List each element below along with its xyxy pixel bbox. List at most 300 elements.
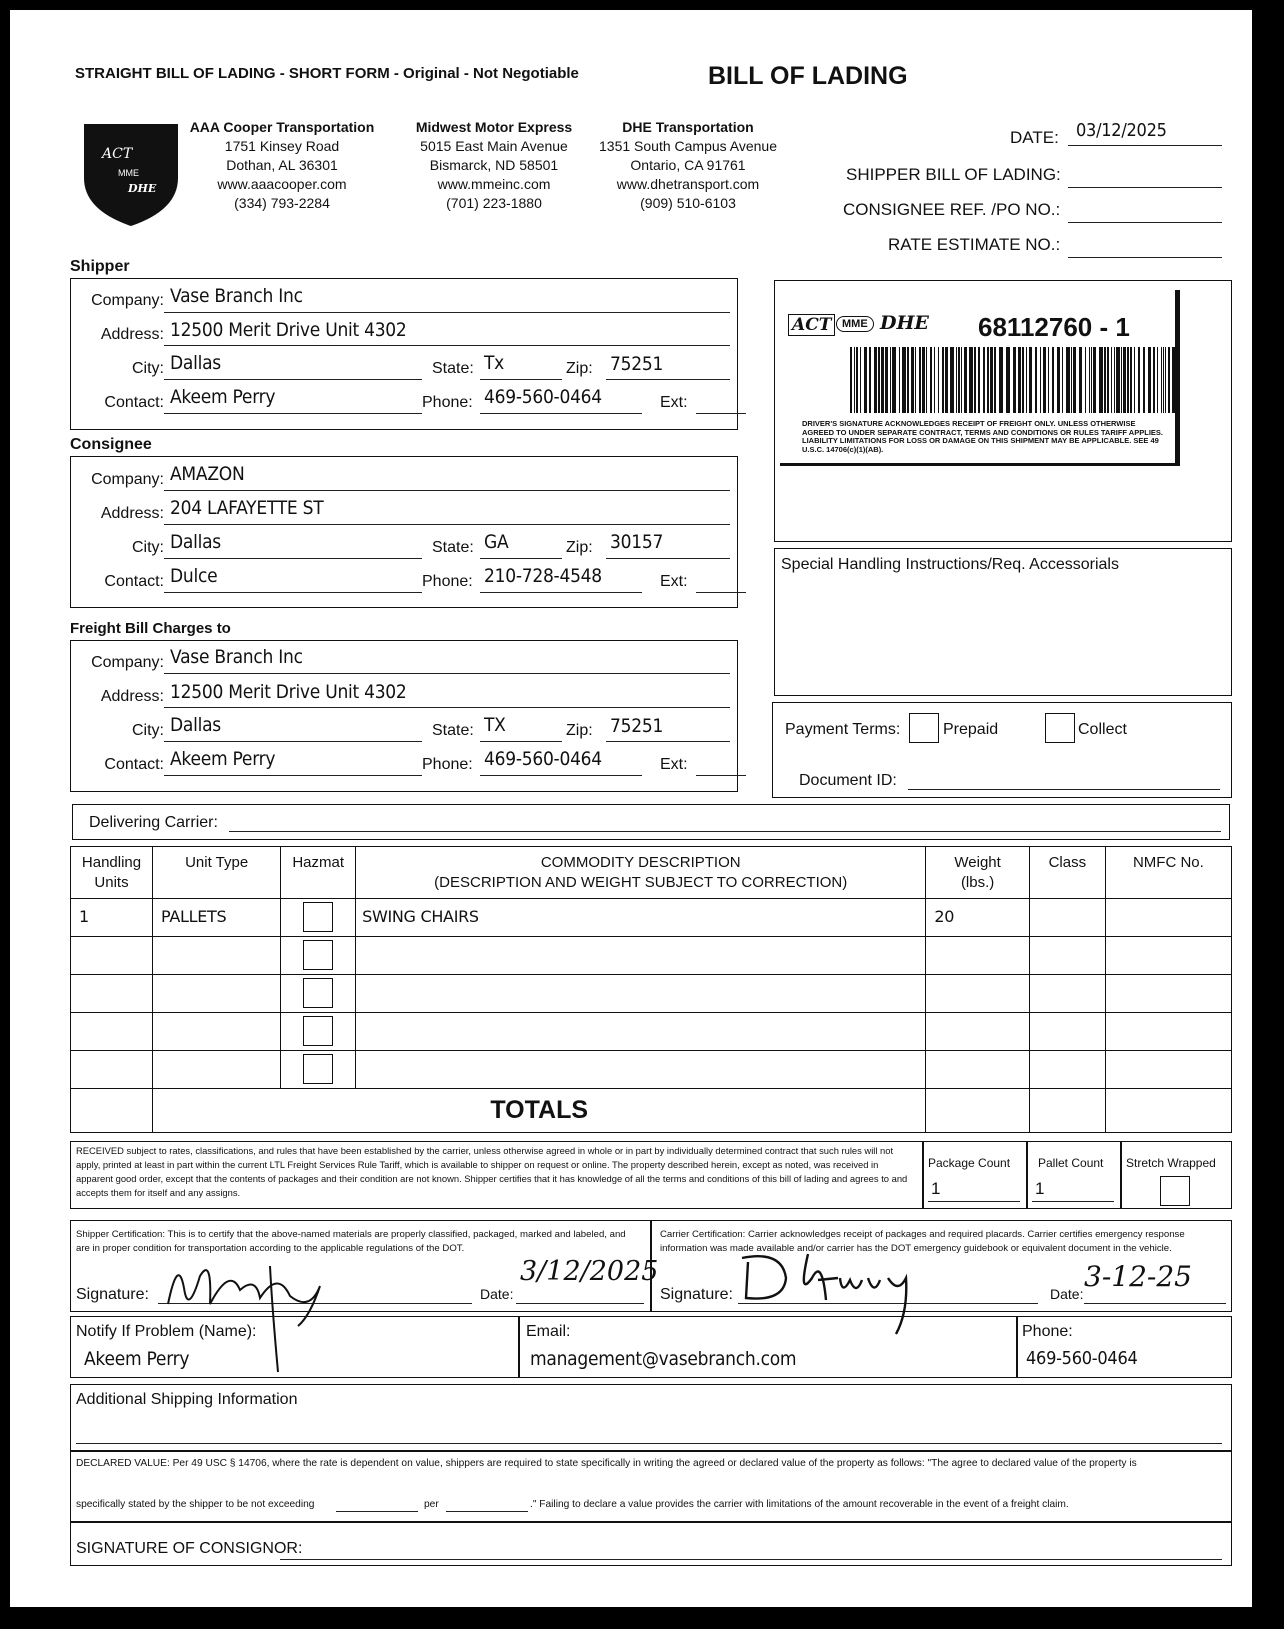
shipper-address-field[interactable] [164, 318, 730, 346]
hazmat-checkbox[interactable] [303, 940, 333, 970]
barcode-bar [926, 347, 927, 413]
notify-phone-label: Phone: [1022, 1323, 1073, 1340]
nmfc-cell[interactable] [1105, 899, 1231, 937]
package-count-field[interactable] [928, 1176, 1020, 1202]
unit-type-value: PALLETS [161, 907, 227, 926]
totals-label: TOTALS [153, 1089, 926, 1133]
barcode-bar [1089, 347, 1090, 413]
consignee-state-field[interactable] [480, 531, 562, 559]
weight-cell[interactable] [926, 1051, 1030, 1089]
barcode-bar [1157, 347, 1158, 413]
barcode-bar [1073, 347, 1076, 413]
table-row [71, 1051, 1232, 1089]
weight-cell[interactable] [926, 937, 1030, 975]
barcode-bar [990, 347, 993, 413]
consignee-zip: 30157 [610, 531, 664, 553]
hazmat-checkbox[interactable] [303, 1054, 333, 1084]
package-count: 1 [931, 1179, 941, 1198]
barcode-bar [1163, 347, 1164, 413]
dhe-logo: DHE [880, 312, 929, 334]
carrier-city: Dothan, AL 36301 [226, 157, 338, 173]
consignee-contact: Dulce [170, 565, 218, 587]
notify-email[interactable]: management@vasebranch.com [530, 1348, 797, 1370]
shipper-ext-field[interactable] [696, 400, 746, 414]
barcode-bar [1148, 347, 1151, 413]
barcode-bar [1104, 347, 1106, 413]
carrier-name: Midwest Motor Express [415, 119, 573, 135]
address-label: Address: [100, 688, 164, 705]
freight-address-field[interactable] [164, 680, 730, 708]
barcode-bar [1107, 347, 1109, 413]
barcode-bar [922, 347, 925, 413]
notify-email-label: Email: [526, 1323, 571, 1340]
carrier-mme [382, 118, 606, 213]
freight-phone: 469-560-0464 [484, 748, 602, 770]
barcode-bar [1043, 347, 1046, 413]
class-cell[interactable] [1029, 975, 1105, 1013]
description-cell[interactable] [356, 937, 926, 975]
freight-state: TX [484, 714, 506, 736]
carrier-date: 3-12-25 [1084, 1260, 1192, 1293]
carrier-certification: Carrier Certification: Carrier acknowledges receipt of packages and required placards. Carrier certifies emergency response information was made available and/or carrier has the DOT emergency guidebook or equivalent document in the vehicle. [660, 1229, 1185, 1254]
barcode-bar [915, 347, 916, 413]
barcode-bar [1091, 347, 1092, 413]
barcode-bar [1099, 347, 1103, 413]
nmfc-cell[interactable] [1105, 1013, 1231, 1051]
pallet-count: 1 [1035, 1179, 1045, 1198]
barcode-icon [850, 347, 1180, 413]
shipper-zip: 75251 [610, 353, 664, 375]
stretch-wrapped-checkbox[interactable] [1160, 1176, 1190, 1206]
barcode-bar [1018, 347, 1021, 413]
barcode-bar [864, 347, 867, 413]
units-cell[interactable] [71, 899, 153, 937]
shipper-zip-field[interactable] [606, 352, 730, 380]
freight-ext-field[interactable] [696, 762, 746, 776]
shipper-city-field[interactable] [164, 352, 422, 380]
barcode-bar [1079, 347, 1082, 413]
barcode-bar [934, 347, 935, 413]
barcode-bar [994, 347, 996, 413]
carrier-web: www.aaacooper.com [217, 176, 347, 192]
barcode-bar [899, 347, 900, 413]
description-cell[interactable] [356, 899, 926, 937]
carrier-street: 1751 Kinsey Road [224, 138, 340, 154]
unit-type-cell[interactable] [153, 899, 281, 937]
divider [1026, 1141, 1028, 1209]
consignee-ext-field[interactable] [696, 579, 746, 593]
act-logo: ACT [788, 314, 835, 336]
barcode-bar [999, 347, 1003, 413]
barcode-bar [881, 347, 884, 413]
weight-header [926, 847, 1030, 899]
address-label: Address: [100, 505, 164, 522]
freight-zip: 75251 [610, 715, 664, 737]
shipper-company-field[interactable] [164, 285, 730, 313]
svg-text:DHE: DHE [128, 182, 157, 195]
prepaid-checkbox[interactable] [909, 713, 939, 743]
barcode-bar [1093, 347, 1096, 413]
consignor-signature-field[interactable] [280, 1548, 1222, 1560]
declared-value-text-2b: per [424, 1499, 439, 1510]
barcode-bar [1143, 347, 1145, 413]
description-value: SWING CHAIRS [362, 907, 479, 926]
barcode-bar [1029, 347, 1032, 413]
consignee-company-field[interactable] [164, 463, 730, 491]
barcode-bar [860, 347, 861, 413]
shield-logo-icon [80, 118, 182, 228]
carrier-aaa [170, 118, 394, 213]
freight-bill-heading: Freight Bill Charges to [70, 620, 231, 637]
shipper-phone-field[interactable] [480, 386, 642, 414]
carrier-city: Bismarck, ND 58501 [429, 157, 559, 173]
barcode-bar [1052, 347, 1054, 413]
barcode-bar [930, 347, 932, 413]
table-row [71, 975, 1232, 1013]
units-total-cell[interactable] [71, 1089, 153, 1133]
consignee-phone: 210-728-4548 [484, 565, 602, 587]
barcode-bar [956, 347, 957, 413]
barcode-bar [854, 347, 855, 413]
state-label: State: [432, 722, 474, 739]
description-cell[interactable] [356, 1051, 926, 1089]
barcode-bar [907, 347, 909, 413]
city-label: City: [132, 722, 164, 739]
class-total-cell[interactable] [1029, 1089, 1105, 1133]
declared-value-text-2c: ." Failing to declare a value provides the carrier with limitations of the amount recoverable in the event of a freight claim. [530, 1499, 1069, 1510]
declared-value-text-2a: specifically stated by the shipper to be not exceeding [76, 1499, 315, 1510]
date-label: DATE: [1010, 128, 1059, 147]
unit-type-header: Unit Type [153, 847, 281, 899]
barcode-bar [987, 347, 989, 413]
consignee-phone-field[interactable] [480, 565, 642, 593]
shipper-certification: Shipper Certification: This is to certify that the above-named materials are properly classified, packaged, marked and labeled, and are in proper condition for transportation according to the applicable regulations of the DOT. [76, 1229, 626, 1254]
unit-type-cell[interactable] [153, 975, 281, 1013]
barcode-bar [978, 347, 980, 413]
shipper-contact-field[interactable] [164, 386, 422, 414]
shipper-signature-label: Signature: [76, 1286, 149, 1303]
barcode-bar [950, 347, 954, 413]
collect-checkbox[interactable] [1045, 713, 1075, 743]
weight-value: 20 [934, 907, 955, 926]
barcode-bar [1035, 347, 1037, 413]
carrier-street: 1351 South Campus Avenue [599, 138, 777, 154]
barcode-bar [1123, 347, 1126, 413]
barcode-bar [892, 347, 896, 413]
shipper-bol-label: SHIPPER BILL OF LADING: [846, 165, 1061, 184]
hazmat-checkbox[interactable] [303, 1016, 333, 1046]
table-row [71, 899, 1232, 937]
ext-label: Ext: [660, 573, 688, 590]
weight-header-line1: Weight [954, 854, 1001, 871]
ext-label: Ext: [660, 756, 688, 773]
barcode-bar [1026, 347, 1027, 413]
unit-type-cell[interactable] [153, 937, 281, 975]
barcode-bar [850, 347, 852, 413]
barcode-bar [1116, 347, 1120, 413]
barcode-bar [1022, 347, 1024, 413]
freight-city-field[interactable] [164, 714, 422, 742]
carrier-web: www.mmeinc.com [437, 176, 551, 192]
hazmat-header: Hazmat [281, 847, 356, 899]
barcode-bar [1138, 347, 1140, 413]
nmfc-header: NMFC No. [1105, 847, 1231, 899]
commodity-table [70, 846, 1232, 1133]
weight-cell[interactable] [926, 899, 1030, 937]
description-header-line2: (DESCRIPTION AND WEIGHT SUBJECT TO CORRECTION) [434, 874, 848, 891]
date-value: 03/12/2025 [1076, 120, 1167, 141]
units-cell[interactable] [71, 1051, 153, 1089]
hazmat-cell [281, 975, 356, 1013]
weight-total-cell[interactable] [926, 1089, 1030, 1133]
units-cell[interactable] [71, 975, 153, 1013]
form-type: STRAIGHT BILL OF LADING - SHORT FORM - Original - Not Negotiable [75, 65, 579, 82]
consignee-address-field[interactable] [164, 497, 730, 525]
description-cell[interactable] [356, 1013, 926, 1051]
prepaid-label: Prepaid [943, 721, 999, 738]
units-value: 1 [79, 907, 89, 926]
freight-city: Dallas [170, 714, 221, 736]
date-field[interactable] [1068, 120, 1222, 146]
class-header: Class [1029, 847, 1105, 899]
shipper-heading: Shipper [70, 258, 130, 275]
freight-company: Vase Branch Inc [170, 646, 303, 668]
city-label: City: [132, 539, 164, 556]
shipper-city: Dallas [170, 352, 221, 374]
pallet-count-label: Pallet Count [1038, 1156, 1104, 1170]
nmfc-total-cell[interactable] [1105, 1089, 1231, 1133]
company-label: Company: [91, 654, 164, 671]
hazmat-cell [281, 937, 356, 975]
barcode-bar [969, 347, 973, 413]
additional-info-field[interactable] [76, 1430, 1222, 1444]
nmfc-cell[interactable] [1105, 937, 1231, 975]
barcode-bar [885, 347, 888, 413]
class-cell[interactable] [1029, 899, 1105, 937]
driver-disclaimer: DRIVER'S SIGNATURE ACKNOWLEDGES RECEIPT OF FREIGHT ONLY. UNLESS OTHERWISE AGREED TO UNDER SEPARATE CONTRACT, TERMS AND CONDITIONS OR RULES TARIFF APPLIES. LIABILITY LIMITATIONS FOR LOSS OR DAMAGE ON THIS SHIPMENT MAY BE APPLICABLE. SEE 49 U.S.C. 14706(c)(1)(AB). [802, 419, 1163, 454]
barcode-bar [958, 347, 960, 413]
barcode-bar [961, 347, 962, 413]
consignee-zip-field[interactable] [606, 531, 730, 559]
barcode-bar [1085, 347, 1086, 413]
declared-value-per-field[interactable] [446, 1500, 528, 1512]
shipper-phone: 469-560-0464 [484, 386, 602, 408]
shipper-state: Tx [484, 352, 505, 374]
barcode-bar [1172, 347, 1175, 413]
barcode-bar [919, 347, 921, 413]
barcode-bar [1062, 347, 1063, 413]
barcode-bar [1066, 347, 1070, 413]
consignee-city: Dallas [170, 531, 221, 553]
barcode-bar [1006, 347, 1010, 413]
barcode-bar [902, 347, 906, 413]
barcode-bar [869, 347, 871, 413]
mme-logo: MME [836, 316, 874, 332]
shipper-date-label: Date: [480, 1286, 514, 1302]
package-count-label: Package Count [928, 1156, 1011, 1170]
document-id-field[interactable] [908, 776, 1220, 790]
carrier-name: DHE Transportation [622, 119, 754, 135]
barcode-bar [1114, 347, 1115, 413]
description-header-line1: COMMODITY DESCRIPTION [540, 854, 741, 871]
description-cell[interactable] [356, 975, 926, 1013]
consignee-company: AMAZON [170, 463, 245, 485]
barcode-bar [942, 347, 944, 413]
hazmat-checkbox[interactable] [303, 902, 333, 932]
totals-row [71, 1089, 1232, 1133]
delivering-carrier-label: Delivering Carrier: [89, 814, 218, 831]
document-id-label: Document ID: [799, 772, 897, 789]
barcode-bar [1165, 347, 1166, 413]
weight-cell[interactable] [926, 1013, 1030, 1051]
delivering-carrier-field[interactable] [229, 818, 1221, 832]
carrier-city: Ontario, CA 91761 [630, 157, 746, 173]
notify-name[interactable]: Akeem Perry [84, 1348, 190, 1370]
consignee-contact-field[interactable] [164, 565, 422, 593]
collect-label: Collect [1078, 721, 1127, 738]
company-label: Company: [91, 292, 164, 309]
shipper-date: 3/12/2025 [520, 1256, 659, 1287]
barcode-bar [1130, 347, 1132, 413]
barcode-bar [1048, 347, 1049, 413]
contact-label: Contact: [104, 756, 164, 773]
barcode-bar [1040, 347, 1041, 413]
freight-zip-field[interactable] [606, 714, 730, 742]
barcode-label [780, 290, 1180, 466]
class-cell[interactable] [1029, 1051, 1105, 1089]
carrier-phone: (701) 223-1880 [446, 195, 542, 211]
consignee-heading: Consignee [70, 436, 152, 453]
barcode-bar [983, 347, 985, 413]
weight-cell[interactable] [926, 975, 1030, 1013]
rate-estimate-field[interactable] [1068, 238, 1222, 258]
freight-state-field[interactable] [480, 714, 562, 742]
barcode-bar [1134, 347, 1135, 413]
freight-address: 12500 Merit Drive Unit 4302 [170, 681, 407, 703]
state-label: State: [432, 360, 474, 377]
pro-number: 68112760 - 1 [978, 312, 1130, 342]
barcode-bar [878, 347, 880, 413]
hazmat-cell [281, 1013, 356, 1051]
divider [922, 1141, 924, 1209]
barcode-bar [856, 347, 858, 413]
shipper-bol-field[interactable] [1068, 168, 1222, 188]
pallet-count-field[interactable] [1032, 1176, 1114, 1202]
barcode-bar [1168, 347, 1170, 413]
zip-label: Zip: [566, 539, 593, 556]
class-cell[interactable] [1029, 937, 1105, 975]
contact-label: Contact: [104, 573, 164, 590]
divider [1120, 1141, 1122, 1209]
class-cell[interactable] [1029, 1013, 1105, 1051]
nmfc-cell[interactable] [1105, 975, 1231, 1013]
phone-label: Phone: [422, 573, 473, 590]
carrier-street: 5015 East Main Avenue [420, 138, 568, 154]
declared-value-text: DECLARED VALUE: Per 49 USC § 14706, where the rate is dependent on value, shippers are required to state specifically in writing the agreed or declared value of the property as follows: "The agree to declared value of the property is [76, 1458, 1137, 1469]
carrier-signature-label: Signature: [660, 1286, 733, 1303]
rate-estimate-label: RATE ESTIMATE NO.: [888, 235, 1061, 254]
declared-value-amount-field[interactable] [336, 1500, 418, 1512]
barcode-bar [974, 347, 976, 413]
barcode-bar [1111, 347, 1112, 413]
barcode-bar [1013, 347, 1016, 413]
barcode-bar [1057, 347, 1060, 413]
additional-info-label: Additional Shipping Information [76, 1391, 298, 1408]
zip-label: Zip: [566, 722, 593, 739]
barcode-bar [911, 347, 914, 413]
shipper-state-field[interactable] [480, 352, 562, 380]
bill-of-lading-page [10, 10, 1252, 1607]
shipper-company: Vase Branch Inc [170, 285, 303, 307]
table-row [71, 1013, 1232, 1051]
shipper-address: 12500 Merit Drive Unit 4302 [170, 319, 407, 341]
svg-text:ACT: ACT [102, 146, 133, 162]
nmfc-cell[interactable] [1105, 1051, 1231, 1089]
barcode-bar [1161, 347, 1162, 413]
consignor-signature-label: SIGNATURE OF CONSIGNOR: [76, 1540, 303, 1557]
units-cell[interactable] [71, 937, 153, 975]
freight-contact: Akeem Perry [170, 748, 276, 770]
barcode-bar [964, 347, 967, 413]
barcode-bar [938, 347, 939, 413]
carrier-phone: (334) 793-2284 [234, 195, 330, 211]
contact-label: Contact: [104, 394, 164, 411]
consignee-address: 204 LAFAYETTE ST [170, 497, 324, 519]
phone-label: Phone: [422, 756, 473, 773]
units-cell[interactable] [71, 1013, 153, 1051]
shipper-contact: Akeem Perry [170, 386, 276, 408]
address-label: Address: [100, 326, 164, 343]
consignee-ref-label: CONSIGNEE REF. /PO NO.: [843, 200, 1061, 219]
zip-label: Zip: [566, 360, 593, 377]
divider [518, 1316, 520, 1378]
barcode-bar [945, 347, 948, 413]
ext-label: Ext: [660, 394, 688, 411]
notify-phone[interactable]: 469-560-0464 [1026, 1348, 1138, 1369]
city-label: City: [132, 360, 164, 377]
freight-company-field[interactable] [164, 646, 730, 674]
stretch-wrapped-label: Stretch Wrapped [1126, 1156, 1216, 1170]
phone-label: Phone: [422, 394, 473, 411]
received-terms: RECEIVED subject to rates, classifications, and rules that have been established by the carrier, unless otherwise agreed in whole or in part by individually determined contract that such rules will not apply, printed at least in part within the current LTL Freight Services Rule Tariff, which is available to shipper on request or online. The property described herein, except as noted, was received in apparent good order, except that the contents of packages and their condition are not known. Shipper certifies that it has knowledge of all the terms and conditions of this bill of lading and agrees to and accepts them for itself and any assigns. [76, 1145, 908, 1198]
notify-name-label: Notify If Problem (Name): [76, 1323, 257, 1340]
carrier-date-label: Date: [1050, 1286, 1084, 1302]
handling-units-header: Handling Units [71, 847, 153, 899]
special-handling-label: Special Handling Instructions/Req. Accessorials [781, 556, 1119, 573]
page-title: BILL OF LADING [708, 62, 908, 90]
consignee-state: GA [484, 531, 509, 553]
svg-text:MME: MME [118, 168, 139, 178]
unit-type-cell[interactable] [153, 1051, 281, 1089]
state-label: State: [432, 539, 474, 556]
freight-contact-field[interactable] [164, 748, 422, 776]
consignee-city-field[interactable] [164, 531, 422, 559]
barcode-bar [1121, 347, 1122, 413]
hazmat-checkbox[interactable] [303, 978, 333, 1008]
barcode-bar [890, 347, 891, 413]
weight-header-line2: (lbs.) [960, 874, 995, 891]
unit-type-cell[interactable] [153, 1013, 281, 1051]
carrier-dhe [576, 118, 800, 213]
consignee-ref-field[interactable] [1068, 203, 1222, 223]
carrier-web: www.dhetransport.com [616, 176, 760, 192]
barcode-bar [874, 347, 877, 413]
carrier-name: AAA Cooper Transportation [189, 119, 375, 135]
barcode-bar [1127, 347, 1129, 413]
description-header [356, 847, 926, 899]
freight-phone-field[interactable] [480, 748, 642, 776]
payment-terms-label: Payment Terms: [785, 721, 901, 738]
